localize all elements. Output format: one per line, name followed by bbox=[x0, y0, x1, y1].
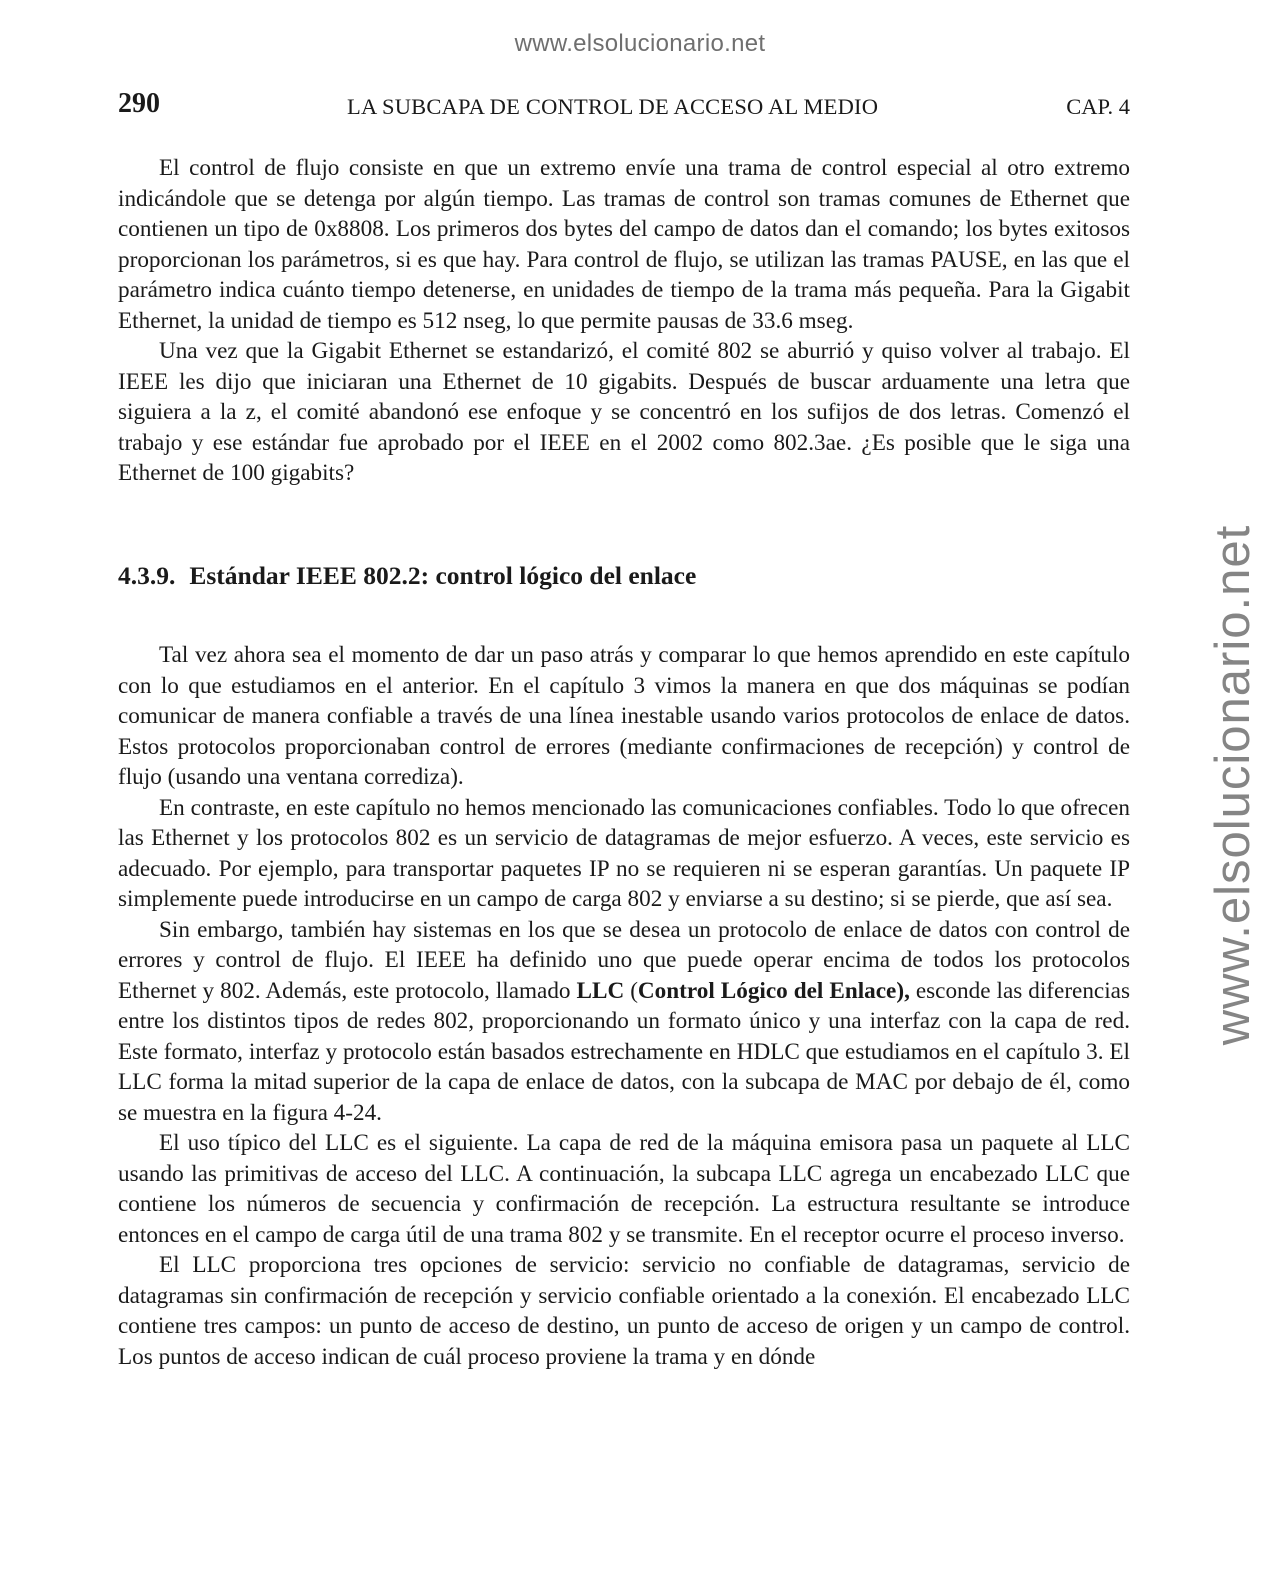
intro-text bbox=[118, 153, 1130, 489]
section-title: Estándar IEEE 802.2: control lógico del enlace bbox=[189, 561, 697, 590]
paragraph: Tal vez ahora sea el momento de dar un paso atrás y comparar lo que hemos aprendido en este capítulo con lo que estudiamos en el anterior. En el capítulo 3 vimos la manera en que dos máquinas se podían comunicar de manera confiable a través de una línea inestable usando varios protocolos de enlace de datos. Estos protocolos proporcionaban control de errores (mediante confirmaciones de recepción) y control de flujo (usando una ventana corrediza). bbox=[118, 642, 1130, 790]
section-heading bbox=[118, 561, 696, 591]
paragraph bbox=[118, 915, 1130, 1129]
watermark-top: www.elsolucionario.net bbox=[514, 30, 766, 57]
running-chapter: CAP. 4 bbox=[1066, 94, 1130, 119]
paragraph-text: esconde las diferencias entre los distintos tipos de redes 802, proporcionando un formato único y una interfaz con la capa de red. Este formato, interfaz y protocolo están basados estrechamente en HDLC que estudiamos en el capítulo 3. El LLC forma la mitad superior de la capa de enlace de datos, con la subcapa de MAC por debajo de él, como se muestra en la figura 4-24. bbox=[118, 977, 1130, 1126]
section-number: 4.3.9. bbox=[118, 561, 176, 590]
paragraph: El uso típico del LLC es el siguiente. La capa de red de la máquina emisora pasa un paquete al LLC usando las primitivas de acceso del LLC. A continuación, la subcapa LLC agrega un encabezado LLC que contiene los números de secuencia y confirmación de recepción. La estructura resultante se introduce entonces en el campo de carga útil de una trama 802 y se transmite. En el receptor ocurre el proceso inverso. bbox=[118, 1130, 1130, 1248]
paragraph: El LLC proporciona tres opciones de servicio: servicio no confiable de datagramas, servicio de datagramas sin confirmación de recepción y servicio confiable orientado a la conexión. El encabezado LLC contiene tres campos: un punto de acceso de destino, un punto de acceso de origen y un campo de control. Los puntos de acceso indican de cuál proceso proviene la trama y en dónde bbox=[118, 1252, 1130, 1370]
paragraph: En contraste, en este capítulo no hemos mencionado las comunicaciones confiables. Todo lo que ofrecen las Ethernet y los protocolos 802 es un servicio de datagramas de mejor esfuerzo. A veces, este servicio es adecuado. Por ejemplo, para transportar paquetes IP no se requieren ni se esperan garantías. Un paquete IP simplemente puede introducirse en un campo de carga 802 y enviarse a su destino; si se pierde, que así sea. bbox=[118, 794, 1130, 912]
watermark-side: www.elsolucionario.net bbox=[1206, 524, 1260, 1046]
page-number: 290 bbox=[118, 88, 160, 119]
section-body bbox=[118, 640, 1130, 1372]
llc-term: LLC bbox=[576, 977, 625, 1004]
running-head bbox=[118, 88, 1130, 124]
llc-definition: Control Lógico del Enlace bbox=[637, 977, 897, 1004]
paragraph: Una vez que la Gigabit Ethernet se estandarizó, el comité 802 se aburrió y quiso volver al trabajo. El IEEE les dijo que iniciaran una Ethernet de 10 gigabits. Después de buscar arduamente una letra que siguiera a la z, el comité abandonó ese enfoque y se concentró en los sufijos de dos letras. Comenzó el trabajo y ese estándar fue aprobado por el IEEE en el 2002 como 802.3ae. ¿Es posible que le siga una Ethernet de 100 gigabits? bbox=[118, 338, 1130, 486]
paragraph-text: ( bbox=[624, 977, 638, 1004]
paragraph-text: Sin embargo, también hay sistemas en los que se desea un protocolo de enlace de datos con control de errores y control de flujo. El IEEE ha definido uno que puede operar encima de todos los protocolos Ethernet y 802. Además, este protocolo, llamado bbox=[118, 916, 1130, 1004]
paragraph-text: ), bbox=[896, 977, 910, 1004]
paragraph: El control de flujo consiste en que un extremo envíe una trama de control especial al otro extremo indicándole que se detenga por algún tiempo. Las tramas de control son tramas comunes de Ethernet que contienen un tipo de 0x8808. Los primeros dos bytes del campo de datos dan el comando; los bytes exitosos proporcionan los parámetros, si es que hay. Para control de flujo, se utilizan las tramas PAUSE, en las que el parámetro indica cuánto tiempo detenerse, en unidades de tiempo de la trama más pequeña. Para la Gigabit Ethernet, la unidad de tiempo es 512 nseg, lo que permite pausas de 33.6 mseg. bbox=[118, 155, 1130, 334]
running-title: LA SUBCAPA DE CONTROL DE ACCESO AL MEDIO bbox=[347, 94, 879, 119]
